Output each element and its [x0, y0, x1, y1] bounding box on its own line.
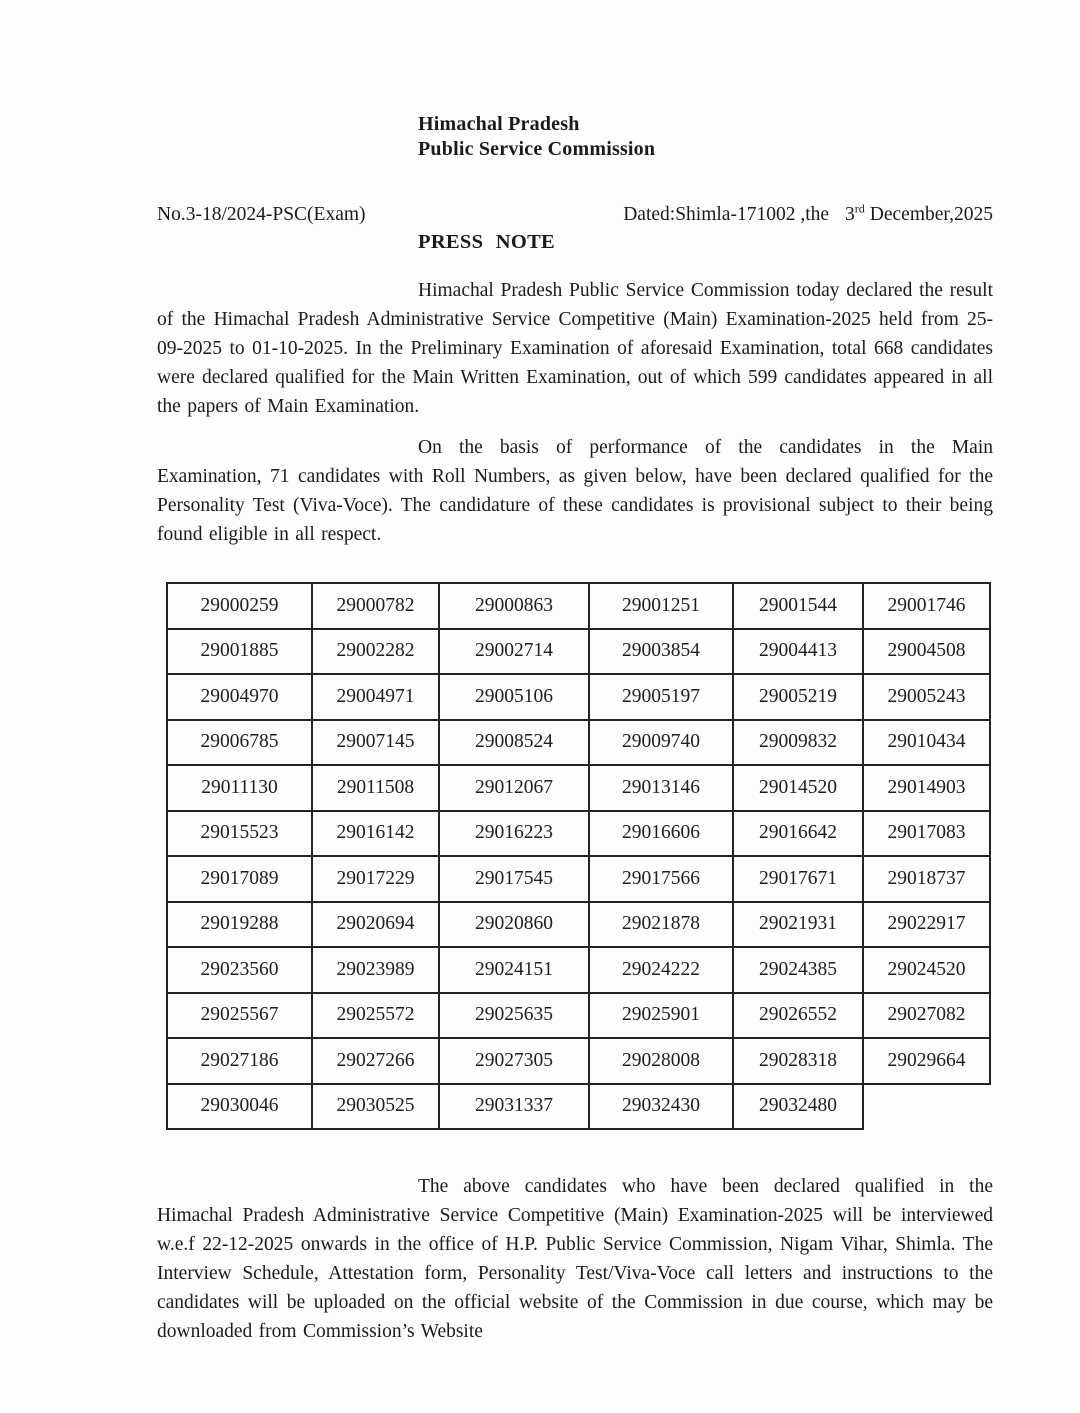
roll-number-cell: 29007145 — [312, 720, 439, 766]
roll-number-cell: 29025572 — [312, 993, 439, 1039]
roll-number-cell: 29032480 — [733, 1084, 863, 1130]
roll-number-cell: 29028008 — [589, 1038, 733, 1084]
org-name-line2: Public Service Commission — [418, 138, 656, 160]
roll-number-cell: 29009832 — [733, 720, 863, 766]
roll-number-cell: 29004971 — [312, 674, 439, 720]
roll-number-cell: 29020694 — [312, 902, 439, 948]
roll-number-cell: 29029664 — [863, 1038, 990, 1084]
table-row — [167, 720, 990, 766]
date-text-left: Dated:Shimla-171002 ,the — [623, 204, 830, 225]
org-name-line1: Himachal Pradesh — [418, 113, 580, 135]
roll-number-cell: 29004413 — [733, 629, 863, 675]
date-day: 3 — [845, 204, 855, 225]
roll-number-cell: 29005197 — [589, 674, 733, 720]
roll-number-cell: 29000782 — [312, 583, 439, 629]
roll-number-cell: 29025901 — [589, 993, 733, 1039]
table-row — [167, 1038, 990, 1084]
roll-number-cell: 29001251 — [589, 583, 733, 629]
roll-number-cell: 29005106 — [439, 674, 589, 720]
roll-number-cell: 29024520 — [863, 947, 990, 993]
roll-number-cell: 29015523 — [167, 811, 312, 857]
roll-number-cell: 29027186 — [167, 1038, 312, 1084]
roll-number-cell: 29023989 — [312, 947, 439, 993]
date-text-right: December,2025 — [869, 204, 993, 225]
roll-number-cell: 29002714 — [439, 629, 589, 675]
table-row — [167, 765, 990, 811]
roll-number-cell: 29027305 — [439, 1038, 589, 1084]
roll-number-cell: 29010434 — [863, 720, 990, 766]
roll-number-cell: 29001746 — [863, 583, 990, 629]
roll-number-table-body — [167, 583, 990, 1129]
roll-number-cell: 29021878 — [589, 902, 733, 948]
roll-number-cell: 29017671 — [733, 856, 863, 902]
press-note-title: PRESS NOTE — [418, 231, 556, 253]
roll-number-cell: 29017566 — [589, 856, 733, 902]
roll-number-cell: 29016642 — [733, 811, 863, 857]
roll-number-cell: 29028318 — [733, 1038, 863, 1084]
roll-number-cell: 29024151 — [439, 947, 589, 993]
roll-number-cell: 29024385 — [733, 947, 863, 993]
roll-number-cell: 29025567 — [167, 993, 312, 1039]
roll-number-cell: 29022917 — [863, 902, 990, 948]
roll-number-cell: 29020860 — [439, 902, 589, 948]
roll-number-cell: 29027266 — [312, 1038, 439, 1084]
roll-number-cell: 29017545 — [439, 856, 589, 902]
roll-number-cell: 29026552 — [733, 993, 863, 1039]
roll-number-cell: 29017083 — [863, 811, 990, 857]
roll-number-cell: 29016223 — [439, 811, 589, 857]
table-row — [167, 856, 990, 902]
roll-number-cell: 29008524 — [439, 720, 589, 766]
roll-number-cell: 29017089 — [167, 856, 312, 902]
roll-number-cell: 29011130 — [167, 765, 312, 811]
table-row — [167, 1084, 990, 1130]
paragraph-qualified-candidates: On the basis of performance of the candidates in the Main Examination, 71 candidates with Roll Numbers, as given below, have been declared qualified for the Personality Test (Viva-Voce). The candidature of these candidates is provisional subject to their being found eligible in all respect. — [157, 437, 993, 545]
table-row — [167, 902, 990, 948]
roll-number-cell: 29014903 — [863, 765, 990, 811]
roll-number-cell: 29009740 — [589, 720, 733, 766]
table-row — [167, 629, 990, 675]
roll-number-table-wrap — [166, 582, 993, 1130]
roll-number-cell: 29005243 — [863, 674, 990, 720]
roll-number-cell: 29017229 — [312, 856, 439, 902]
roll-number-cell: 29006785 — [167, 720, 312, 766]
roll-number-cell: 29013146 — [589, 765, 733, 811]
roll-number-cell: 29012067 — [439, 765, 589, 811]
reference-date-row — [157, 203, 993, 227]
table-row — [167, 583, 990, 629]
roll-number-cell: 29000259 — [167, 583, 312, 629]
roll-number-cell: 29019288 — [167, 902, 312, 948]
roll-number-cell: 29023560 — [167, 947, 312, 993]
table-row — [167, 993, 990, 1039]
paragraph-interview-schedule: The above candidates who have been declared qualified in the Himachal Pradesh Administrative Service Competitive (Main) Examination-2025 will be interviewed w.e.f 22-12-2025 onwards in the office of H.P. Public Service Commission, Nigam Vihar, Shimla. The Interview Schedule, Attestation form, Personality Test/Viva-Voce call letters and instructions to the candidates will be uploaded on the official website of the Commission in due course, which may be downloaded from Commission’s Website — [157, 1176, 993, 1342]
roll-number-cell: 29002282 — [312, 629, 439, 675]
roll-number-cell: 29025635 — [439, 993, 589, 1039]
page-content — [157, 0, 993, 1346]
roll-number-cell: 29032430 — [589, 1084, 733, 1130]
roll-number-cell: 29021931 — [733, 902, 863, 948]
date-line — [623, 203, 993, 227]
roll-number-cell: 29024222 — [589, 947, 733, 993]
roll-number-cell: 29001885 — [167, 629, 312, 675]
roll-number-cell: 29011508 — [312, 765, 439, 811]
roll-number-table — [166, 582, 991, 1130]
roll-number-cell: 29030525 — [312, 1084, 439, 1130]
roll-number-cell: 29016606 — [589, 811, 733, 857]
roll-number-cell: 29001544 — [733, 583, 863, 629]
roll-number-cell: 29030046 — [167, 1084, 312, 1130]
paragraph-result-declaration: Himachal Pradesh Public Service Commission today declared the result of the Himachal Pradesh Administrative Service Competitive (Main) Examination-2025 held from 25-09-2025 to 01-10-2025. In the Preliminary Examination of aforesaid Examination, total 668 candidates were declared qualified for the Main Written Examination, out of which 599 candidates appeared in all the papers of Main Examination. — [157, 280, 993, 417]
roll-number-cell: 29014520 — [733, 765, 863, 811]
table-row — [167, 947, 990, 993]
roll-number-cell: 29003854 — [589, 629, 733, 675]
roll-number-cell: 29016142 — [312, 811, 439, 857]
roll-number-cell: 29027082 — [863, 993, 990, 1039]
roll-number-cell: 29000863 — [439, 583, 589, 629]
roll-number-cell: 29005219 — [733, 674, 863, 720]
roll-number-cell: 29031337 — [439, 1084, 589, 1130]
roll-number-cell: 29004970 — [167, 674, 312, 720]
roll-number-cell: 29018737 — [863, 856, 990, 902]
table-row — [167, 811, 990, 857]
date-ordinal: rd — [854, 201, 865, 216]
reference-number: No.3-18/2024-PSC(Exam) — [157, 204, 366, 225]
letterhead — [418, 0, 993, 162]
table-row — [167, 674, 990, 720]
roll-number-cell: 29004508 — [863, 629, 990, 675]
